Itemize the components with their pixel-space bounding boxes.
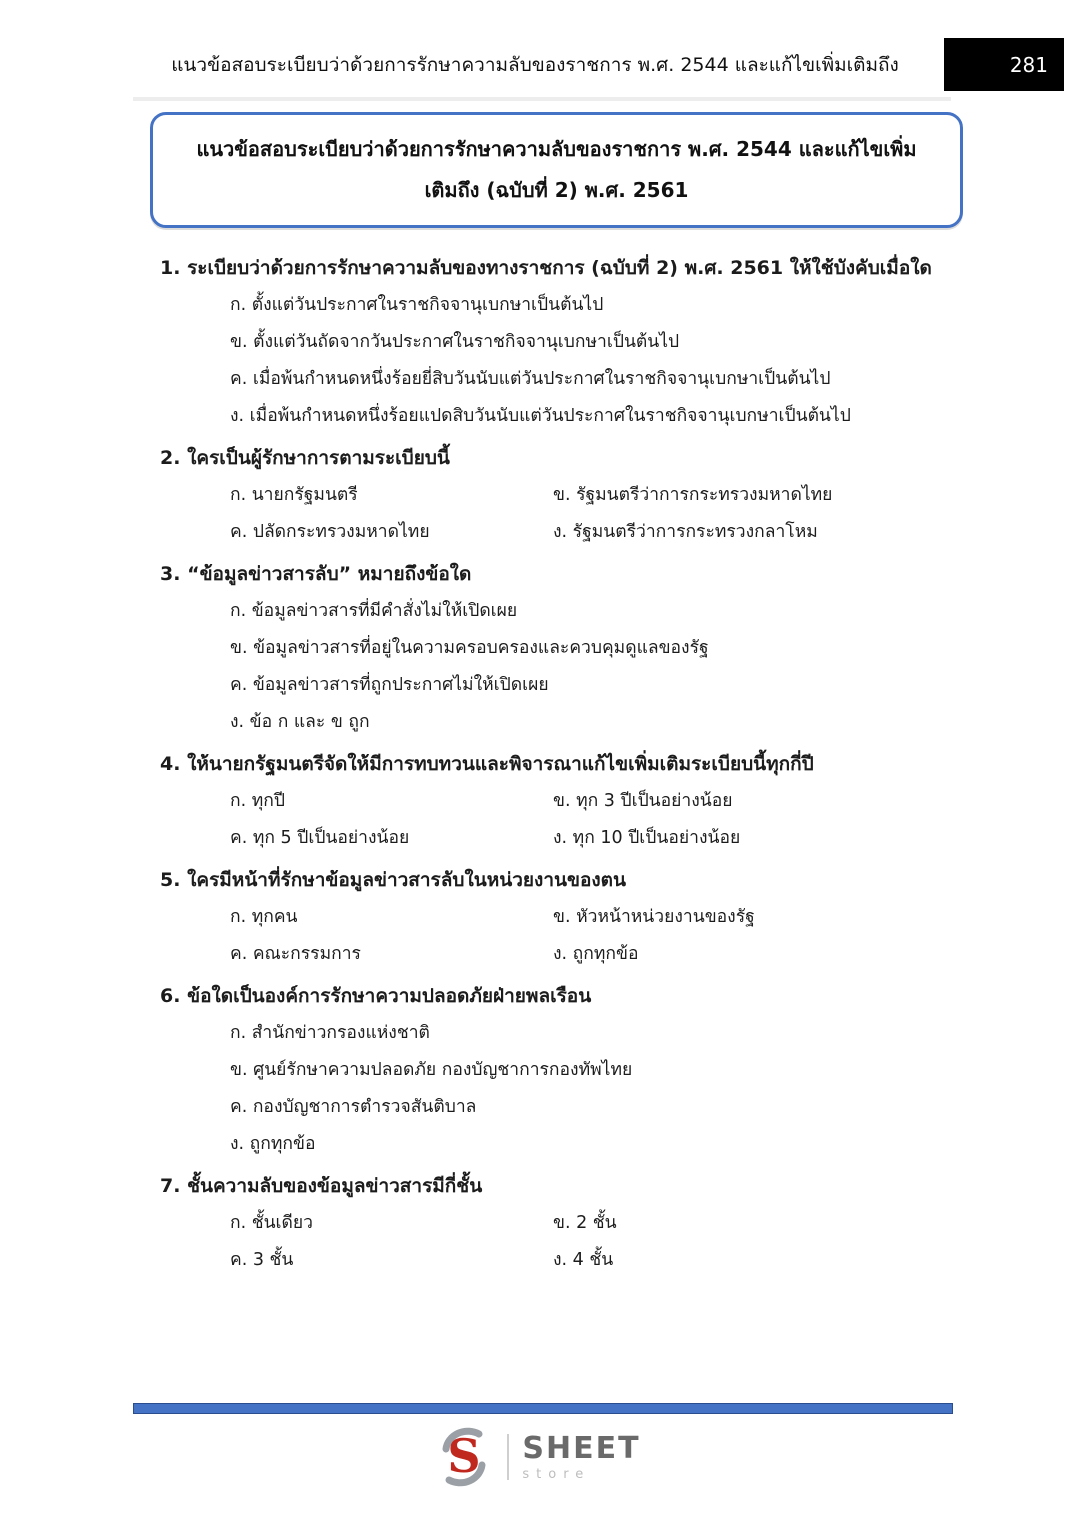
options [160, 1205, 965, 1279]
question-title [160, 746, 965, 783]
logo-brand-subtitle: store [522, 1466, 591, 1482]
question [160, 862, 965, 973]
option: ข. ศูนย์รักษาความปลอดภัย กองบัญชาการกองทัพไทย [230, 1060, 633, 1080]
header-divider [133, 97, 951, 101]
question-title [160, 978, 965, 1015]
question-number: 2. [160, 447, 181, 469]
question [160, 1168, 965, 1279]
option: ข. รัฐมนตรีว่าการกระทรวงมหาดไทย [553, 485, 833, 505]
option: ค. 3 ชั้น [230, 1250, 294, 1270]
question-number: 7. [160, 1175, 181, 1197]
footer-divider-bar [133, 1403, 953, 1414]
options [160, 593, 965, 741]
option: ค. คณะกรรมการ [230, 944, 361, 964]
question-title [160, 862, 965, 899]
question [160, 250, 965, 435]
question-title [160, 556, 965, 593]
question-text: ใครเป็นผู้รักษาการตามระเบียบนี้ [187, 447, 450, 469]
question-text: ข้อใดเป็นองค์การรักษาความปลอดภัยฝ่ายพลเรือน [187, 985, 592, 1007]
option: ง. ถูกทุกข้อ [230, 1134, 316, 1154]
question-text: ชั้นความลับของข้อมูลข่าวสารมีกี่ชั้น [187, 1175, 483, 1197]
question-number: 1. [160, 257, 181, 279]
options [160, 287, 965, 435]
option: ข. ทุก 3 ปีเป็นอย่างน้อย [553, 791, 733, 811]
question-number: 5. [160, 869, 181, 891]
page-number-box [944, 38, 1064, 91]
logo-brand-name: SHEET [522, 1430, 641, 1466]
option: ง. ถูกทุกข้อ [553, 944, 639, 964]
option: ก. ทุกคน [230, 907, 298, 927]
option: ง. ทุก 10 ปีเป็นอย่างน้อย [553, 828, 741, 848]
option: ก. ตั้งแต่วันประกาศในราชกิจจานุเบกษาเป็นต้นไป [230, 295, 604, 315]
question [160, 440, 965, 551]
question-number: 4. [160, 753, 181, 775]
question [160, 978, 965, 1163]
options [160, 1015, 965, 1163]
option: ข. 2 ชั้น [553, 1213, 617, 1233]
option: ก. นายกรัฐมนตรี [230, 485, 358, 505]
option: ง. 4 ชั้น [553, 1250, 614, 1270]
option: ค. ปลัดกระทรวงมหาดไทย [230, 522, 430, 542]
logo-divider [507, 1434, 509, 1480]
option: ก. สำนักข่าวกรองแห่งชาติ [230, 1023, 430, 1043]
running-header-title: แนวข้อสอบระเบียบว่าด้วยการรักษาความลับของราชการ พ.ศ. 2544 และแก้ไขเพิ่มเติมถึง [171, 54, 899, 76]
options [160, 477, 965, 551]
question-text: ให้นายกรัฐมนตรีจัดให้มีการทบทวนและพิจารณาแก้ไขเพิ่มเติมระเบียบนี้ทุกกี่ปี [187, 753, 814, 775]
question-text: ใครมีหน้าที่รักษาข้อมูลข่าวสารลับในหน่วยงานของตน [187, 869, 626, 891]
logo-text [522, 1430, 641, 1482]
option: ง. เมื่อพ้นกำหนดหนึ่งร้อยแปดสิบวันนับแต่วันประกาศในราชกิจจานุเบกษาเป็นต้นไป [230, 406, 851, 426]
question-text: “ข้อมูลข่าวสารลับ” หมายถึงข้อใด [187, 563, 472, 585]
option: ก. ทุกปี [230, 791, 285, 811]
option: ค. ข้อมูลข่าวสารที่ถูกประกาศไม่ให้เปิดเผย [230, 675, 549, 695]
option: ข. ข้อมูลข่าวสารที่อยู่ในความครอบครองและควบคุมดูแลของรัฐ [230, 638, 709, 658]
option: ค. ทุก 5 ปีเป็นอย่างน้อย [230, 828, 410, 848]
question-title [160, 440, 965, 477]
option: ข. หัวหน้าหน่วยงานของรัฐ [553, 907, 755, 927]
options [160, 899, 965, 973]
question-text: ระเบียบว่าด้วยการรักษาความลับของทางราชการ (ฉบับที่ 2) พ.ศ. 2561 ให้ใช้บังคับเมื่อใด [187, 257, 932, 279]
question-number: 3. [160, 563, 181, 585]
questions-list [160, 250, 965, 1279]
exam-title-box [150, 112, 963, 228]
option: ง. รัฐมนตรีว่าการกระทรวงกลาโหม [553, 522, 818, 542]
sheet-store-logo-icon [434, 1427, 494, 1487]
option: ง. ข้อ ก และ ข ถูก [230, 712, 370, 732]
question [160, 556, 965, 741]
option: ค. เมื่อพ้นกำหนดหนึ่งร้อยยี่สิบวันนับแต่วันประกาศในราชกิจจานุเบกษาเป็นต้นไป [230, 369, 831, 389]
option: ก. ชั้นเดียว [230, 1213, 313, 1233]
svg-text:S: S [447, 1429, 482, 1483]
exam-title-text: แนวข้อสอบระเบียบว่าด้วยการรักษาความลับของราชการ พ.ศ. 2544 และแก้ไขเพิ่มเติมถึง (ฉบับที่ 2) พ.ศ. 2561 [196, 137, 917, 202]
question-title [160, 250, 965, 287]
question-number: 6. [160, 985, 181, 1007]
option: ข. ตั้งแต่วันถัดจากวันประกาศในราชกิจจานุเบกษาเป็นต้นไป [230, 332, 680, 352]
question [160, 746, 965, 857]
footer-logo [0, 1427, 1075, 1487]
options [160, 783, 965, 857]
option: ค. กองบัญชาการตำรวจสันติบาล [230, 1097, 477, 1117]
question-title [160, 1168, 965, 1205]
page-number: 281 [1009, 52, 1048, 77]
option: ก. ข้อมูลข่าวสารที่มีคำสั่งไม่ให้เปิดเผย [230, 601, 518, 621]
